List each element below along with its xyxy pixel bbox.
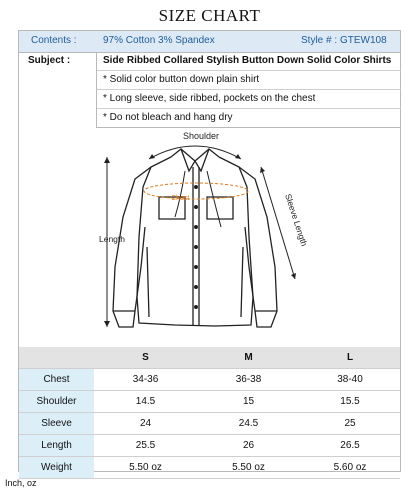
table-cell: 26	[242, 440, 255, 451]
table-row	[19, 369, 400, 391]
table-header-cell	[19, 347, 94, 368]
table-row	[19, 435, 400, 457]
shoulder-label: Shoulder	[182, 131, 220, 141]
table-row	[19, 391, 400, 413]
sleeve-label: Sleeve Length	[283, 192, 310, 248]
table-row	[19, 413, 400, 435]
table-cell: 34-36	[132, 374, 159, 385]
shirt-outline	[113, 149, 277, 327]
style-label: Style # :	[301, 35, 338, 46]
table-cell: 15.5	[340, 396, 360, 407]
contents-value: 97% Cotton 3% Spandex	[103, 35, 215, 46]
row-label: Length	[19, 435, 94, 456]
table-header-cell: S	[94, 347, 197, 368]
size-table	[19, 347, 400, 479]
table-cell: 24.5	[238, 418, 259, 429]
page-title: SIZE CHART	[158, 6, 261, 25]
table-cell: 36-38	[235, 374, 262, 385]
table-row	[19, 457, 400, 479]
row-label: Chest	[19, 369, 94, 390]
length-label: Length	[99, 234, 125, 244]
size-chart-frame	[18, 30, 401, 472]
subject-line: Side Ribbed Collared Stylish Button Down Solid Color Shirts	[97, 52, 401, 71]
row-label: Shoulder	[19, 391, 94, 412]
table-cell: 15	[242, 396, 255, 407]
style-value: GTEW108	[340, 35, 387, 46]
table-cell: 25.5	[135, 440, 156, 451]
contents-row	[19, 31, 400, 53]
row-label: Sleeve	[19, 413, 94, 434]
contents-label: Contents :	[31, 35, 77, 46]
shoulder-measure	[149, 146, 241, 159]
table-cell: 5.60 oz	[333, 462, 367, 473]
table-header-cell: M	[197, 347, 300, 368]
sleeve-measure	[260, 167, 296, 279]
row-label: Weight	[19, 457, 94, 478]
subject-line: * Solid color button down plain shirt	[97, 71, 401, 90]
table-cell: 5.50 oz	[232, 462, 265, 473]
subject-label: Subject :	[28, 55, 71, 66]
subject-lines	[96, 52, 401, 128]
table-cell: 38-40	[337, 374, 363, 385]
table-header-row	[19, 347, 400, 369]
table-cell: 24	[139, 418, 152, 429]
table-cell: 14.5	[135, 396, 156, 407]
subject-line: * Long sleeve, side ribbed, pockets on the chest	[97, 90, 401, 109]
buttons	[194, 185, 198, 309]
chest-label: Chest	[171, 195, 190, 202]
table-cell: 26.5	[340, 440, 360, 451]
subject-line: * Do not bleach and hang dry	[97, 109, 401, 128]
table-cell: 25	[344, 418, 356, 429]
table-cell: 5.50 oz	[129, 462, 162, 473]
units-note: Inch, oz	[5, 478, 37, 488]
shirt-diagram	[89, 127, 329, 347]
table-header-cell: L	[300, 347, 400, 368]
